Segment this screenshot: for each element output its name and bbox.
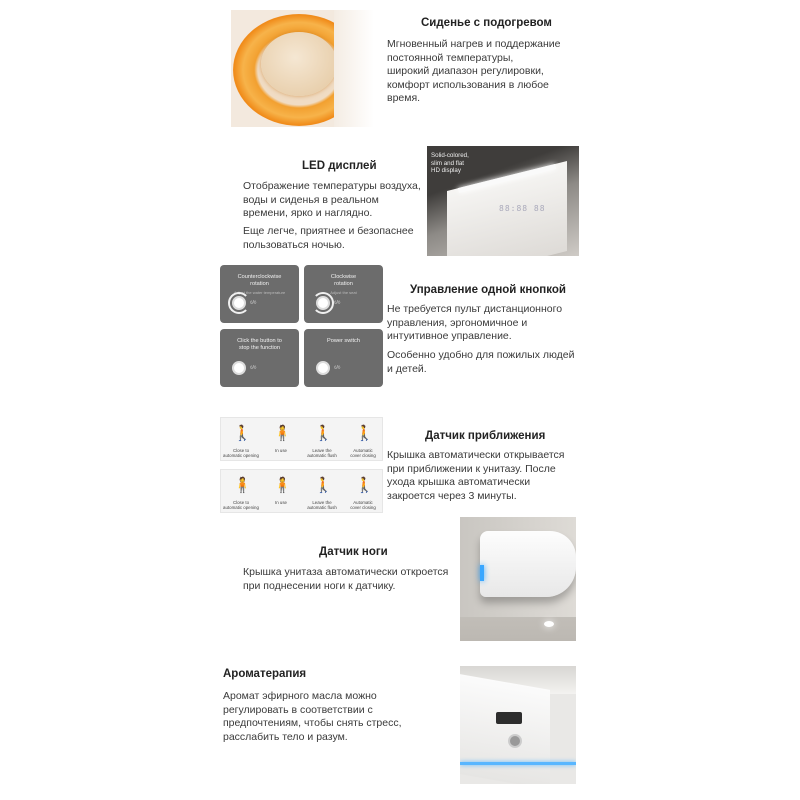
tile-caption: Power switch [327, 338, 360, 344]
heated-seat-photo [231, 10, 374, 127]
tile-subcaption: Adjust the seat [330, 290, 357, 295]
knob-icon [316, 361, 330, 375]
proximity-strip-2 [220, 469, 383, 513]
aromatherapy-title: Ароматерапия [223, 668, 307, 680]
blue-light-strip [460, 762, 576, 765]
strip-cell [343, 470, 383, 514]
toilet-body [460, 674, 550, 784]
knob-text: ◊/◊ [334, 300, 341, 306]
led-display-text-1: Отображение температуры воздуха, воды и сиденья в реальном времени, ярко и наглядно. [243, 180, 421, 219]
led-digits: 88:88 88 [499, 204, 546, 213]
knob-icon [316, 296, 330, 310]
strip-label: In use [275, 448, 287, 453]
strip-label: Leave the automatic flush [307, 500, 337, 510]
person-leaving-icon: 🚶 [314, 477, 333, 494]
strip-cell [302, 418, 342, 462]
strip-cell [221, 470, 261, 514]
control-screen [496, 712, 522, 724]
knob-icon [232, 296, 246, 310]
strip-cell [261, 470, 301, 514]
foot-sensor-title: Датчик ноги [319, 546, 388, 558]
strip-label: Close to automatic opening [223, 448, 259, 458]
knob-text: ◊/◊ [334, 365, 341, 371]
blue-indicator-light [480, 565, 484, 581]
strip-label: In use [275, 500, 287, 505]
aroma-knob [508, 734, 522, 748]
led-photo-caption: Solid-colored, slim and flat HD display [431, 152, 469, 174]
person-standing-icon: 🧍 [273, 477, 292, 494]
tile-caption: Click the button to stop the function [237, 338, 282, 351]
led-display-photo [427, 146, 579, 256]
strip-label: Close to automatic opening [223, 500, 259, 510]
proximity-strip-1 [220, 417, 383, 461]
knob-text: ◊/◊ [250, 365, 257, 371]
foot-sensor-text: Крышка унитаза автоматически откроется при поднесении ноги к датчику. [243, 566, 449, 592]
person-walking-icon: 🚶 [355, 477, 374, 494]
strip-label: Automatic cover closing [350, 448, 376, 458]
led-display-text-2: Еще легче, приятнее и безопаснее пользоваться ночью. [243, 225, 414, 251]
aromatherapy-photo [460, 666, 576, 784]
seat-opening [261, 32, 337, 96]
foot-sensor-photo [460, 517, 576, 641]
strip-label: Leave the automatic flush [307, 448, 337, 458]
person-standing-icon: 🧍 [233, 477, 252, 494]
tile-caption: Counterclockwise rotation [237, 274, 282, 287]
tile-subcaption: Adjust the water temperature [233, 290, 286, 295]
heated-seat-text: Мгновенный нагрев и поддержание постоянной температуры, широкий диапазон регулировки, комфорт использования в любое время. [387, 38, 561, 104]
strip-label: Automatic cover closing [350, 500, 376, 510]
strip-cell [261, 418, 301, 462]
led-display-title: LED дисплей [302, 160, 377, 172]
toilet-bowl [480, 531, 576, 597]
tile-caption: Clockwise rotation [330, 274, 357, 287]
one-button-text-2: Особенно удобно для пожилых людей и детей. [387, 349, 575, 375]
person-standing-icon: 🚶 [233, 425, 252, 442]
seat-lid [334, 10, 374, 127]
knob-text: ◊/◊ [250, 300, 257, 306]
tile-clockwise [304, 265, 383, 323]
strip-cell [302, 470, 342, 514]
one-button-title: Управление одной кнопкой [410, 284, 566, 296]
floor-sensor-light [544, 621, 554, 627]
strip-cell [221, 418, 261, 462]
proximity-text: Крышка автоматически открывается при приближении к унитазу. После ухода крышка автоматически закроется через 3 минуты. [387, 449, 565, 502]
person-leaving-icon: 🚶 [314, 425, 333, 442]
knob-icon [232, 361, 246, 375]
one-button-text-1: Не требуется пульт дистанционного управления, эргономичное и интуитивное управление. [387, 303, 563, 342]
tile-power-switch [304, 329, 383, 387]
aromatherapy-text: Аромат эфирного масла можно регулировать в соответствии с предпочтениям, чтобы снять стресс, расслабить тело и разум. [223, 690, 402, 743]
tile-click-stop [220, 329, 299, 387]
person-walking-icon: 🚶 [355, 425, 374, 442]
person-seated-icon: 🧍 [273, 425, 292, 442]
strip-cell [343, 418, 383, 462]
proximity-title: Датчик приближения [425, 430, 546, 442]
heated-seat-title: Сиденье с подогревом [421, 17, 552, 29]
tile-counterclockwise [220, 265, 299, 323]
